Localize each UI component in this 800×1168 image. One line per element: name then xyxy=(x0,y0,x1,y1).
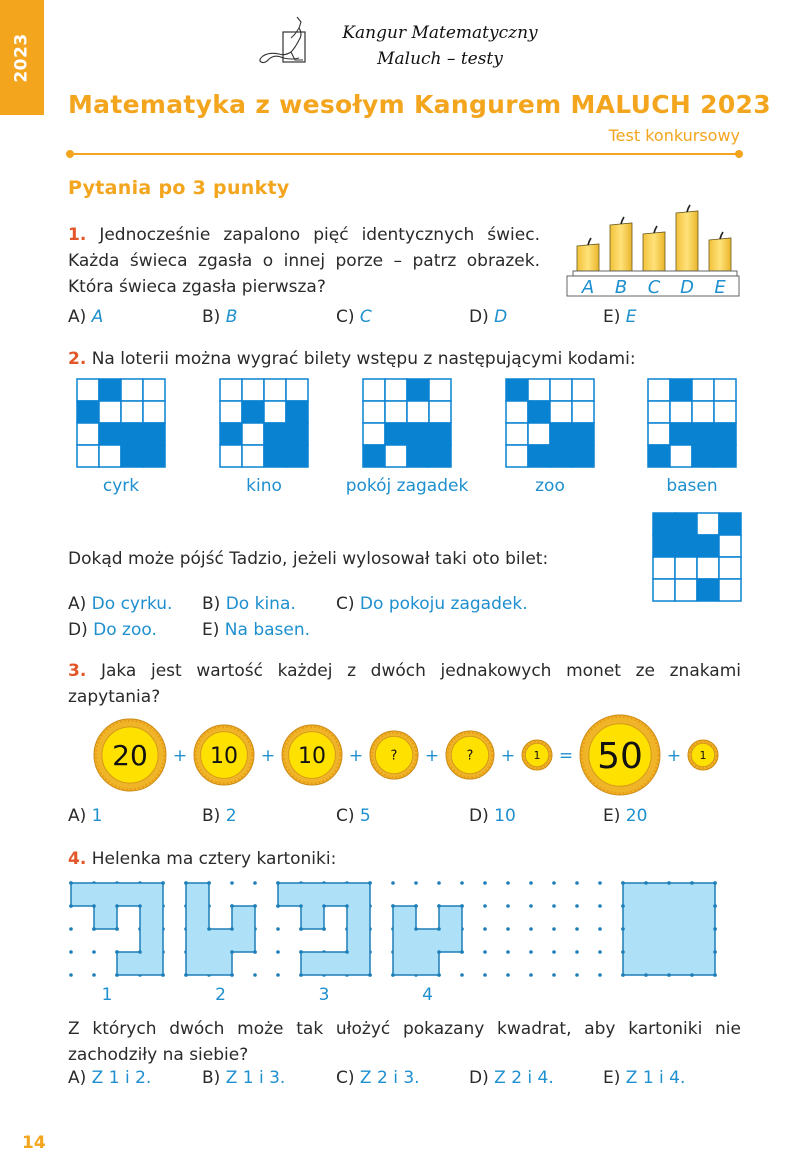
empty-cell xyxy=(528,423,550,445)
empty-cell xyxy=(143,379,165,401)
empty-cell xyxy=(697,557,719,579)
filled-cell xyxy=(143,445,165,467)
empty-cell xyxy=(363,401,385,423)
filled-cell xyxy=(653,535,675,557)
candle xyxy=(676,205,698,271)
answer-letter: D) xyxy=(469,1068,489,1088)
empty-cell xyxy=(719,557,741,579)
answer-value: Z 1 i 4. xyxy=(625,1068,686,1088)
filled-cell xyxy=(286,445,308,467)
card-label: 1 xyxy=(101,985,113,1005)
candle xyxy=(709,232,731,271)
answer-option[interactable] xyxy=(336,1068,420,1088)
answer-value: D xyxy=(494,307,508,327)
coin-label: ? xyxy=(466,748,474,764)
empty-cell xyxy=(385,445,407,467)
ticket-option[interactable] xyxy=(76,378,166,472)
kangaroo-logo-icon xyxy=(255,14,315,66)
empty-cell xyxy=(385,401,407,423)
answer-letter: B) xyxy=(202,594,221,614)
coin-label: 10 xyxy=(298,743,326,769)
filled-cell xyxy=(675,513,697,535)
equals-sign: = xyxy=(558,746,574,766)
answer-option[interactable] xyxy=(202,594,296,614)
empty-cell xyxy=(653,579,675,601)
answer-value: 10 xyxy=(494,806,516,826)
filled-cell xyxy=(77,401,99,423)
question-3 xyxy=(68,658,741,710)
answer-value: 20 xyxy=(625,806,648,826)
question-text: Na loterii można wygrać bilety wstępu z następującymi kodami: xyxy=(91,349,636,369)
answer-value: 2 xyxy=(225,806,237,826)
answer-letter: B) xyxy=(202,806,221,826)
empty-cell xyxy=(429,401,451,423)
filled-cell xyxy=(648,445,670,467)
answer-letter: A) xyxy=(68,806,87,826)
card-shape[interactable] xyxy=(186,883,255,975)
filled-cell xyxy=(697,579,719,601)
answer-option[interactable] xyxy=(336,806,371,826)
answer-option[interactable] xyxy=(202,620,310,640)
answer-option[interactable] xyxy=(68,594,172,614)
question-text: Jaka jest wartość każdej z dwóch jednakowych monet ze znakami zapytania? xyxy=(68,661,741,707)
empty-cell xyxy=(77,445,99,467)
empty-cell xyxy=(242,379,264,401)
coin xyxy=(580,715,660,795)
question-number: 1. xyxy=(68,225,87,245)
empty-cell xyxy=(506,401,528,423)
filled-cell xyxy=(692,445,714,467)
plus-sign: + xyxy=(348,746,364,766)
header-series-title xyxy=(330,20,550,72)
ticket-option[interactable] xyxy=(362,378,452,472)
ticket-label: pokój zagadek xyxy=(345,476,469,496)
filled-cell xyxy=(143,423,165,445)
answer-option[interactable] xyxy=(469,307,507,327)
filled-cell xyxy=(286,401,308,423)
empty-cell xyxy=(363,423,385,445)
answer-option[interactable] xyxy=(603,806,647,826)
filled-cell xyxy=(385,423,407,445)
section-title: Pytania po 3 punkty xyxy=(68,177,290,199)
coin-label: 50 xyxy=(597,735,643,777)
empty-cell xyxy=(242,423,264,445)
filled-cell xyxy=(550,423,572,445)
answer-option[interactable] xyxy=(336,594,528,614)
coin xyxy=(94,719,166,791)
filled-cell xyxy=(242,401,264,423)
empty-cell xyxy=(363,379,385,401)
answer-letter: D) xyxy=(469,806,489,826)
filled-cell xyxy=(697,535,719,557)
filled-cell xyxy=(407,379,429,401)
answer-option[interactable] xyxy=(336,307,372,327)
empty-cell xyxy=(407,401,429,423)
answer-option[interactable] xyxy=(68,1068,151,1088)
answer-value: Z 2 i 3. xyxy=(359,1068,420,1088)
filled-cell xyxy=(572,423,594,445)
ticket-grid xyxy=(648,379,736,467)
filled-cell xyxy=(99,379,121,401)
answer-letter: D) xyxy=(68,620,88,640)
answer-letter: C) xyxy=(336,806,355,826)
answer-value: Do pokoju zagadek. xyxy=(359,594,528,614)
answer-value: Do kina. xyxy=(225,594,296,614)
candle xyxy=(610,217,632,271)
question-number: 2. xyxy=(68,349,87,369)
plus-sign: + xyxy=(500,746,516,766)
answer-letter: B) xyxy=(202,1068,221,1088)
card-label: 3 xyxy=(318,985,330,1005)
empty-cell xyxy=(648,379,670,401)
empty-cell xyxy=(385,379,407,401)
filled-cell xyxy=(572,445,594,467)
empty-cell xyxy=(429,379,451,401)
empty-cell xyxy=(675,579,697,601)
filled-cell xyxy=(121,423,143,445)
filled-cell xyxy=(264,445,286,467)
ticket-option[interactable] xyxy=(219,378,309,472)
header-title-line2: Maluch – testy xyxy=(377,49,503,69)
answer-value: Na basen. xyxy=(224,620,311,640)
coin-label: 1 xyxy=(533,748,541,762)
candle xyxy=(643,226,665,271)
filled-cell xyxy=(121,445,143,467)
empty-cell xyxy=(572,401,594,423)
empty-cell xyxy=(648,423,670,445)
ticket-label: kino xyxy=(246,476,282,496)
filled-cell xyxy=(506,379,528,401)
ticket-option[interactable] xyxy=(647,378,737,472)
year-label: 2023 xyxy=(12,32,33,83)
answer-letter: E) xyxy=(603,1068,621,1088)
empty-cell xyxy=(506,423,528,445)
empty-cell xyxy=(506,445,528,467)
empty-cell xyxy=(220,379,242,401)
filled-cell xyxy=(264,423,286,445)
answer-value: 1 xyxy=(91,806,103,826)
card-label: 4 xyxy=(422,985,433,1005)
cards-illustration xyxy=(0,870,800,1010)
coin-label: ? xyxy=(390,748,398,764)
empty-cell xyxy=(670,401,692,423)
answer-option[interactable] xyxy=(469,806,516,826)
filled-cell xyxy=(286,423,308,445)
empty-cell xyxy=(714,401,736,423)
answer-letter: A) xyxy=(68,594,87,614)
filled-cell xyxy=(528,445,550,467)
filled-cell xyxy=(719,513,741,535)
empty-cell xyxy=(220,445,242,467)
ticket-grid xyxy=(220,379,308,467)
answer-letter: C) xyxy=(336,594,355,614)
answer-value: B xyxy=(225,307,238,327)
coin-equation xyxy=(90,708,720,802)
filled-cell xyxy=(429,445,451,467)
answer-option[interactable] xyxy=(202,1068,285,1088)
answer-letter: C) xyxy=(336,307,355,327)
empty-cell xyxy=(77,379,99,401)
header-title-line1: Kangur Matematyczny xyxy=(342,23,538,43)
question-number: 4. xyxy=(68,849,87,869)
answer-option[interactable] xyxy=(202,307,237,327)
page-title: Matematyka z wesołym Kangurem MALUCH 2023 xyxy=(68,90,771,119)
filled-cell xyxy=(528,401,550,423)
filled-cell xyxy=(407,445,429,467)
answer-value: Z 2 i 4. xyxy=(494,1068,554,1088)
filled-cell xyxy=(670,379,692,401)
coin-label: 10 xyxy=(210,743,238,769)
empty-cell xyxy=(550,379,572,401)
ticket-grid xyxy=(363,379,451,467)
target-square xyxy=(623,883,715,975)
candle-label: D xyxy=(680,277,694,298)
page-subtitle: Test konkursowy xyxy=(608,126,740,145)
empty-cell xyxy=(692,401,714,423)
coin-label: 1 xyxy=(699,748,707,762)
question-2-prompt: Dokąd może pójść Tadzio, jeżeli wylosował taki oto bilet: xyxy=(68,549,549,569)
answer-letter: E) xyxy=(202,620,220,640)
empty-cell xyxy=(719,535,741,557)
filled-cell xyxy=(670,423,692,445)
answer-value: Z 1 i 3. xyxy=(225,1068,286,1088)
filled-cell xyxy=(653,513,675,535)
question-number: 3. xyxy=(68,661,87,681)
coin xyxy=(370,731,418,779)
filled-cell xyxy=(99,423,121,445)
coin xyxy=(282,725,342,785)
answer-letter: D) xyxy=(469,307,489,327)
drawn-ticket xyxy=(652,512,742,602)
empty-cell xyxy=(99,401,121,423)
empty-cell xyxy=(648,401,670,423)
filled-cell xyxy=(675,535,697,557)
empty-cell xyxy=(670,445,692,467)
answer-letter: A) xyxy=(68,1068,87,1088)
ticket-option[interactable] xyxy=(505,378,595,472)
empty-cell xyxy=(264,379,286,401)
question-text: Helenka ma cztery kartoniki: xyxy=(91,849,337,869)
answer-option[interactable] xyxy=(603,1068,685,1088)
filled-cell xyxy=(363,445,385,467)
question-1 xyxy=(68,222,540,300)
ticket-grid xyxy=(506,379,594,467)
filled-cell xyxy=(692,423,714,445)
coin xyxy=(194,725,254,785)
candle xyxy=(577,238,599,271)
ticket-grid xyxy=(77,379,165,467)
empty-cell xyxy=(121,379,143,401)
filled-cell xyxy=(407,423,429,445)
answer-option[interactable] xyxy=(469,1068,554,1088)
answer-letter: E) xyxy=(603,307,621,327)
coin xyxy=(688,740,718,770)
plus-sign: + xyxy=(424,746,440,766)
empty-cell xyxy=(264,401,286,423)
candle-label: B xyxy=(614,277,628,298)
filled-cell xyxy=(220,423,242,445)
empty-cell xyxy=(697,513,719,535)
answer-option[interactable] xyxy=(68,307,103,327)
ticket-label: zoo xyxy=(535,476,565,496)
answer-value: Do zoo. xyxy=(93,620,157,640)
question-4 xyxy=(68,846,741,872)
candles-illustration xyxy=(565,192,745,300)
empty-cell xyxy=(550,401,572,423)
answer-value: Do cyrku. xyxy=(91,594,173,614)
candle-label: A xyxy=(581,277,595,298)
answer-letter: B) xyxy=(202,307,221,327)
filled-cell xyxy=(714,423,736,445)
filled-cell xyxy=(429,423,451,445)
empty-cell xyxy=(99,445,121,467)
coin xyxy=(522,740,552,770)
question-4-prompt: Z których dwóch może tak ułożyć pokazany kwadrat, aby kartoniki nie zachodziły na siebie? xyxy=(68,1019,741,1065)
empty-cell xyxy=(572,379,594,401)
card-shape[interactable] xyxy=(393,906,462,975)
answer-option[interactable] xyxy=(202,806,237,826)
ticket-grid xyxy=(653,513,741,601)
ticket-label: basen xyxy=(666,476,718,496)
question-2 xyxy=(68,346,748,372)
empty-cell xyxy=(242,445,264,467)
year-tab xyxy=(0,0,44,115)
answer-letter: E) xyxy=(603,806,621,826)
answer-value: C xyxy=(359,307,372,327)
empty-cell xyxy=(714,379,736,401)
plus-sign: + xyxy=(666,746,682,766)
empty-cell xyxy=(220,401,242,423)
answer-option[interactable] xyxy=(603,307,637,327)
answer-value: A xyxy=(91,307,104,327)
plus-sign: + xyxy=(172,746,188,766)
candle-label: E xyxy=(714,277,726,298)
answer-value: 5 xyxy=(359,806,371,826)
ticket-label: cyrk xyxy=(102,476,140,496)
card-label: 2 xyxy=(215,985,226,1005)
title-divider xyxy=(68,153,741,155)
empty-cell xyxy=(143,401,165,423)
plus-sign: + xyxy=(260,746,276,766)
coin xyxy=(446,731,494,779)
empty-cell xyxy=(675,557,697,579)
coin-label: 20 xyxy=(112,739,148,773)
answer-value: E xyxy=(625,307,637,327)
empty-cell xyxy=(77,423,99,445)
empty-cell xyxy=(286,379,308,401)
candle-shelf xyxy=(573,271,737,276)
candle-label: C xyxy=(647,277,661,298)
filled-cell xyxy=(550,445,572,467)
question-text: Jednocześnie zapalono pięć identycznych świec. Każda świeca zgasła o innej porze – patrz obrazek. Która świeca zgasła pierwsza? xyxy=(68,225,540,297)
empty-cell xyxy=(653,557,675,579)
answer-option[interactable] xyxy=(68,620,157,640)
empty-cell xyxy=(121,401,143,423)
filled-cell xyxy=(714,445,736,467)
empty-cell xyxy=(719,579,741,601)
empty-cell xyxy=(528,379,550,401)
answer-value: Z 1 i 2. xyxy=(91,1068,152,1088)
answer-letter: A) xyxy=(68,307,87,327)
empty-cell xyxy=(692,379,714,401)
answer-letter: C) xyxy=(336,1068,355,1088)
answer-option[interactable] xyxy=(68,806,103,826)
page-number: 14 xyxy=(22,1133,46,1153)
